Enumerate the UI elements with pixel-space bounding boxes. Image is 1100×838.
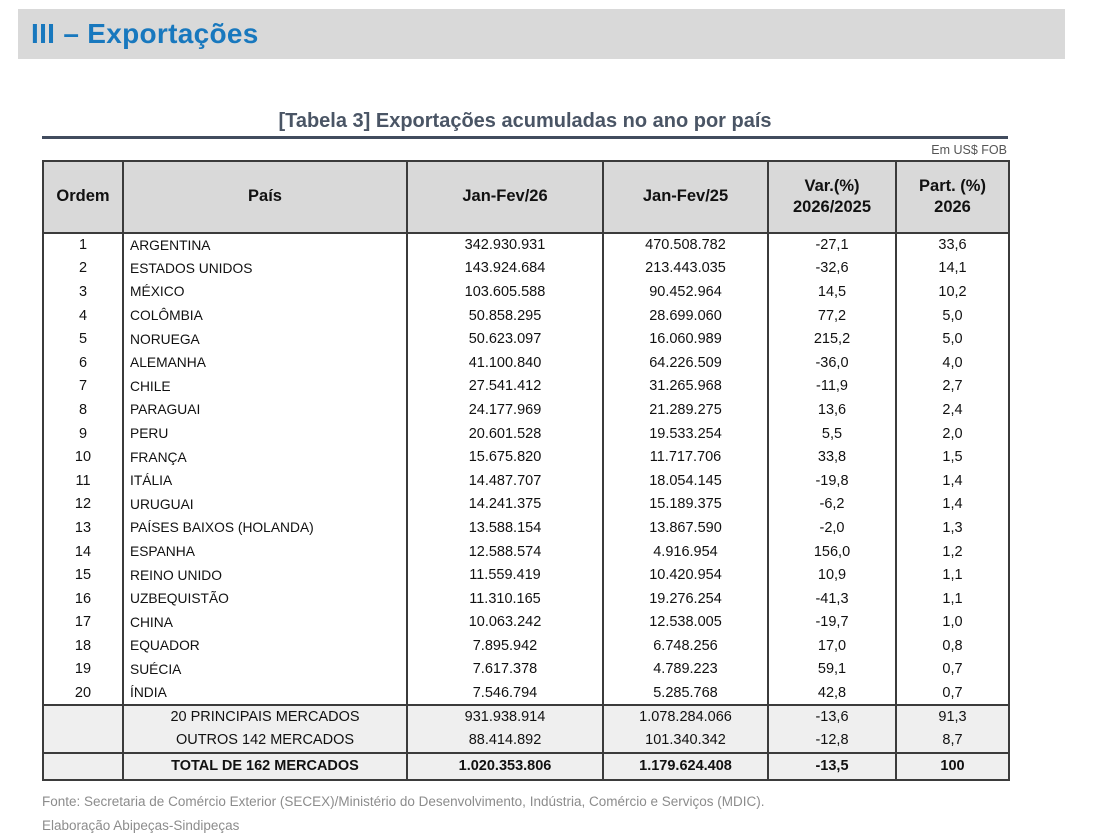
- cell-jan-fev-25: 19.533.254: [603, 422, 768, 446]
- col-header-var: [768, 161, 896, 233]
- col-header-jan-fev-25: Jan-Fev/25: [603, 161, 768, 233]
- cell-ordem: 7: [43, 375, 123, 399]
- cell-part: 2,0: [896, 422, 1009, 446]
- cell-jan-fev-26: 11.559.419: [407, 563, 603, 587]
- summary-row: [43, 705, 1009, 729]
- cell-part: 14,1: [896, 257, 1009, 281]
- cell-var: 17,0: [768, 634, 896, 658]
- cell-part: 0,8: [896, 634, 1009, 658]
- cell-var: -27,1: [768, 233, 896, 257]
- cell-ordem-empty: [43, 705, 123, 729]
- cell-part: 1,5: [896, 445, 1009, 469]
- table-row: [43, 375, 1009, 399]
- cell-jan-fev-26: 7.546.794: [407, 681, 603, 705]
- cell-pais: ESTADOS UNIDOS: [123, 257, 407, 281]
- table-row: [43, 516, 1009, 540]
- table-title: [Tabela 3] Exportações acumuladas no ano por país: [278, 110, 772, 132]
- cell-pais: NORUEGA: [123, 327, 407, 351]
- cell-var: -12,8: [768, 729, 896, 753]
- cell-pais: ÍNDIA: [123, 681, 407, 705]
- total-row: [43, 753, 1009, 780]
- col-header-jan-fev-26: Jan-Fev/26: [407, 161, 603, 233]
- cell-var: 14,5: [768, 280, 896, 304]
- cell-ordem: 15: [43, 563, 123, 587]
- col-header-part-line2: 2026: [934, 198, 971, 216]
- exports-table: [42, 160, 1010, 781]
- cell-pais: URUGUAI: [123, 493, 407, 517]
- table-row: [43, 398, 1009, 422]
- cell-pais: ESPANHA: [123, 540, 407, 564]
- cell-jan-fev-25: 213.443.035: [603, 257, 768, 281]
- cell-ordem-empty: [43, 753, 123, 780]
- cell-jan-fev-26: 931.938.914: [407, 705, 603, 729]
- table-row: [43, 681, 1009, 705]
- cell-jan-fev-26: 1.020.353.806: [407, 753, 603, 780]
- cell-part: 1,1: [896, 587, 1009, 611]
- cell-var: -11,9: [768, 375, 896, 399]
- cell-summary-label: 20 PRINCIPAIS MERCADOS: [123, 705, 407, 729]
- cell-pais: UZBEQUISTÃO: [123, 587, 407, 611]
- col-header-var-line1: Var.(%): [804, 176, 860, 195]
- table-row: [43, 351, 1009, 375]
- cell-part: 2,4: [896, 398, 1009, 422]
- cell-pais: SUÉCIA: [123, 658, 407, 682]
- cell-ordem: 19: [43, 658, 123, 682]
- cell-jan-fev-26: 50.623.097: [407, 327, 603, 351]
- cell-jan-fev-25: 4.789.223: [603, 658, 768, 682]
- cell-part: 1,4: [896, 469, 1009, 493]
- cell-var: -41,3: [768, 587, 896, 611]
- cell-pais: CHINA: [123, 611, 407, 635]
- cell-var: -36,0: [768, 351, 896, 375]
- cell-ordem: 3: [43, 280, 123, 304]
- cell-ordem-empty: [43, 729, 123, 753]
- cell-part: 1,0: [896, 611, 1009, 635]
- cell-jan-fev-25: 6.748.256: [603, 634, 768, 658]
- cell-jan-fev-25: 101.340.342: [603, 729, 768, 753]
- cell-pais: CHILE: [123, 375, 407, 399]
- table-row: [43, 634, 1009, 658]
- summary-row: [43, 729, 1009, 753]
- cell-part: 1,3: [896, 516, 1009, 540]
- cell-ordem: 5: [43, 327, 123, 351]
- cell-jan-fev-25: 15.189.375: [603, 493, 768, 517]
- table-row: [43, 327, 1009, 351]
- cell-jan-fev-26: 15.675.820: [407, 445, 603, 469]
- col-header-part: [896, 161, 1009, 233]
- cell-jan-fev-26: 20.601.528: [407, 422, 603, 446]
- cell-part: 8,7: [896, 729, 1009, 753]
- cell-var: 156,0: [768, 540, 896, 564]
- cell-jan-fev-26: 88.414.892: [407, 729, 603, 753]
- cell-jan-fev-25: 28.699.060: [603, 304, 768, 328]
- cell-ordem: 1: [43, 233, 123, 257]
- table-row: [43, 422, 1009, 446]
- cell-ordem: 11: [43, 469, 123, 493]
- cell-part: 2,7: [896, 375, 1009, 399]
- cell-part: 1,4: [896, 493, 1009, 517]
- cell-jan-fev-26: 10.063.242: [407, 611, 603, 635]
- table-row: [43, 658, 1009, 682]
- cell-ordem: 17: [43, 611, 123, 635]
- cell-var: -19,7: [768, 611, 896, 635]
- header-row: [43, 161, 1009, 233]
- cell-part: 5,0: [896, 327, 1009, 351]
- table-row: [43, 540, 1009, 564]
- cell-ordem: 20: [43, 681, 123, 705]
- cell-jan-fev-26: 27.541.412: [407, 375, 603, 399]
- cell-var: 13,6: [768, 398, 896, 422]
- cell-pais: ARGENTINA: [123, 233, 407, 257]
- cell-var: -13,5: [768, 753, 896, 780]
- cell-part: 1,1: [896, 563, 1009, 587]
- cell-jan-fev-25: 10.420.954: [603, 563, 768, 587]
- cell-jan-fev-26: 50.858.295: [407, 304, 603, 328]
- cell-var: -2,0: [768, 516, 896, 540]
- cell-jan-fev-26: 7.617.378: [407, 658, 603, 682]
- cell-pais: ALEMANHA: [123, 351, 407, 375]
- cell-pais: ITÁLIA: [123, 469, 407, 493]
- cell-part: 5,0: [896, 304, 1009, 328]
- table-header: [43, 161, 1009, 233]
- cell-var: -13,6: [768, 705, 896, 729]
- elaboration-note: Elaboração Abipeças-Sindipeças: [42, 818, 240, 834]
- table-row: [43, 304, 1009, 328]
- table-row: [43, 493, 1009, 517]
- table-row: [43, 469, 1009, 493]
- cell-jan-fev-25: 4.916.954: [603, 540, 768, 564]
- cell-ordem: 9: [43, 422, 123, 446]
- cell-ordem: 8: [43, 398, 123, 422]
- table-row: [43, 257, 1009, 281]
- cell-part: 33,6: [896, 233, 1009, 257]
- cell-jan-fev-26: 24.177.969: [407, 398, 603, 422]
- cell-jan-fev-25: 64.226.509: [603, 351, 768, 375]
- cell-jan-fev-25: 90.452.964: [603, 280, 768, 304]
- cell-var: -6,2: [768, 493, 896, 517]
- section-title: III – Exportações: [31, 18, 259, 49]
- cell-var: 33,8: [768, 445, 896, 469]
- unit-label: Em US$ FOB: [931, 143, 1007, 157]
- cell-var: 59,1: [768, 658, 896, 682]
- cell-var: 215,2: [768, 327, 896, 351]
- cell-jan-fev-26: 14.241.375: [407, 493, 603, 517]
- cell-pais: PERU: [123, 422, 407, 446]
- cell-pais: FRANÇA: [123, 445, 407, 469]
- cell-jan-fev-25: 12.538.005: [603, 611, 768, 635]
- table-row: [43, 611, 1009, 635]
- cell-part: 100: [896, 753, 1009, 780]
- section-header-band: [18, 9, 1065, 59]
- cell-ordem: 2: [43, 257, 123, 281]
- cell-ordem: 18: [43, 634, 123, 658]
- cell-jan-fev-26: 7.895.942: [407, 634, 603, 658]
- cell-jan-fev-25: 5.285.768: [603, 681, 768, 705]
- cell-part: 1,2: [896, 540, 1009, 564]
- cell-jan-fev-26: 13.588.154: [407, 516, 603, 540]
- cell-jan-fev-25: 1.078.284.066: [603, 705, 768, 729]
- cell-summary-label: OUTROS 142 MERCADOS: [123, 729, 407, 753]
- cell-var: -32,6: [768, 257, 896, 281]
- cell-summary-label: TOTAL DE 162 MERCADOS: [123, 753, 407, 780]
- cell-ordem: 4: [43, 304, 123, 328]
- cell-ordem: 12: [43, 493, 123, 517]
- cell-var: 77,2: [768, 304, 896, 328]
- cell-jan-fev-26: 143.924.684: [407, 257, 603, 281]
- cell-pais: REINO UNIDO: [123, 563, 407, 587]
- table-row: [43, 563, 1009, 587]
- cell-jan-fev-25: 13.867.590: [603, 516, 768, 540]
- cell-var: 10,9: [768, 563, 896, 587]
- cell-ordem: 10: [43, 445, 123, 469]
- table-row: [43, 445, 1009, 469]
- cell-jan-fev-25: 19.276.254: [603, 587, 768, 611]
- cell-jan-fev-26: 14.487.707: [407, 469, 603, 493]
- cell-ordem: 16: [43, 587, 123, 611]
- cell-jan-fev-26: 342.930.931: [407, 233, 603, 257]
- col-header-var-line2: 2026/2025: [793, 198, 871, 216]
- cell-part: 0,7: [896, 681, 1009, 705]
- cell-ordem: 14: [43, 540, 123, 564]
- cell-jan-fev-26: 41.100.840: [407, 351, 603, 375]
- source-note: Fonte: Secretaria de Comércio Exterior (SECEX)/Ministério do Desenvolvimento, Indústria, Comércio e Serviços (MDIC).: [42, 793, 765, 809]
- cell-ordem: 13: [43, 516, 123, 540]
- cell-var: 42,8: [768, 681, 896, 705]
- footer-notes: [42, 790, 1008, 838]
- cell-part: 4,0: [896, 351, 1009, 375]
- cell-jan-fev-25: 16.060.989: [603, 327, 768, 351]
- cell-pais: PAÍSES BAIXOS (HOLANDA): [123, 516, 407, 540]
- cell-jan-fev-26: 12.588.574: [407, 540, 603, 564]
- cell-ordem: 6: [43, 351, 123, 375]
- cell-var: -19,8: [768, 469, 896, 493]
- cell-jan-fev-25: 11.717.706: [603, 445, 768, 469]
- cell-jan-fev-25: 21.289.275: [603, 398, 768, 422]
- cell-part: 91,3: [896, 705, 1009, 729]
- table-title-rule: [42, 110, 1008, 139]
- cell-jan-fev-26: 103.605.588: [407, 280, 603, 304]
- table-area: [42, 110, 1008, 838]
- cell-pais: EQUADOR: [123, 634, 407, 658]
- cell-part: 10,2: [896, 280, 1009, 304]
- cell-jan-fev-25: 31.265.968: [603, 375, 768, 399]
- cell-jan-fev-25: 18.054.145: [603, 469, 768, 493]
- cell-pais: PARAGUAI: [123, 398, 407, 422]
- col-header-ordem: Ordem: [43, 161, 123, 233]
- cell-jan-fev-25: 470.508.782: [603, 233, 768, 257]
- table-summary: [43, 705, 1009, 780]
- cell-jan-fev-26: 11.310.165: [407, 587, 603, 611]
- table-row: [43, 587, 1009, 611]
- col-header-pais: País: [123, 161, 407, 233]
- col-header-part-line1: Part. (%): [919, 176, 986, 195]
- cell-part: 0,7: [896, 658, 1009, 682]
- table-body: [43, 233, 1009, 705]
- cell-pais: COLÔMBIA: [123, 304, 407, 328]
- table-row: [43, 280, 1009, 304]
- cell-var: 5,5: [768, 422, 896, 446]
- cell-jan-fev-25: 1.179.624.408: [603, 753, 768, 780]
- table-row: [43, 233, 1009, 257]
- cell-pais: MÉXICO: [123, 280, 407, 304]
